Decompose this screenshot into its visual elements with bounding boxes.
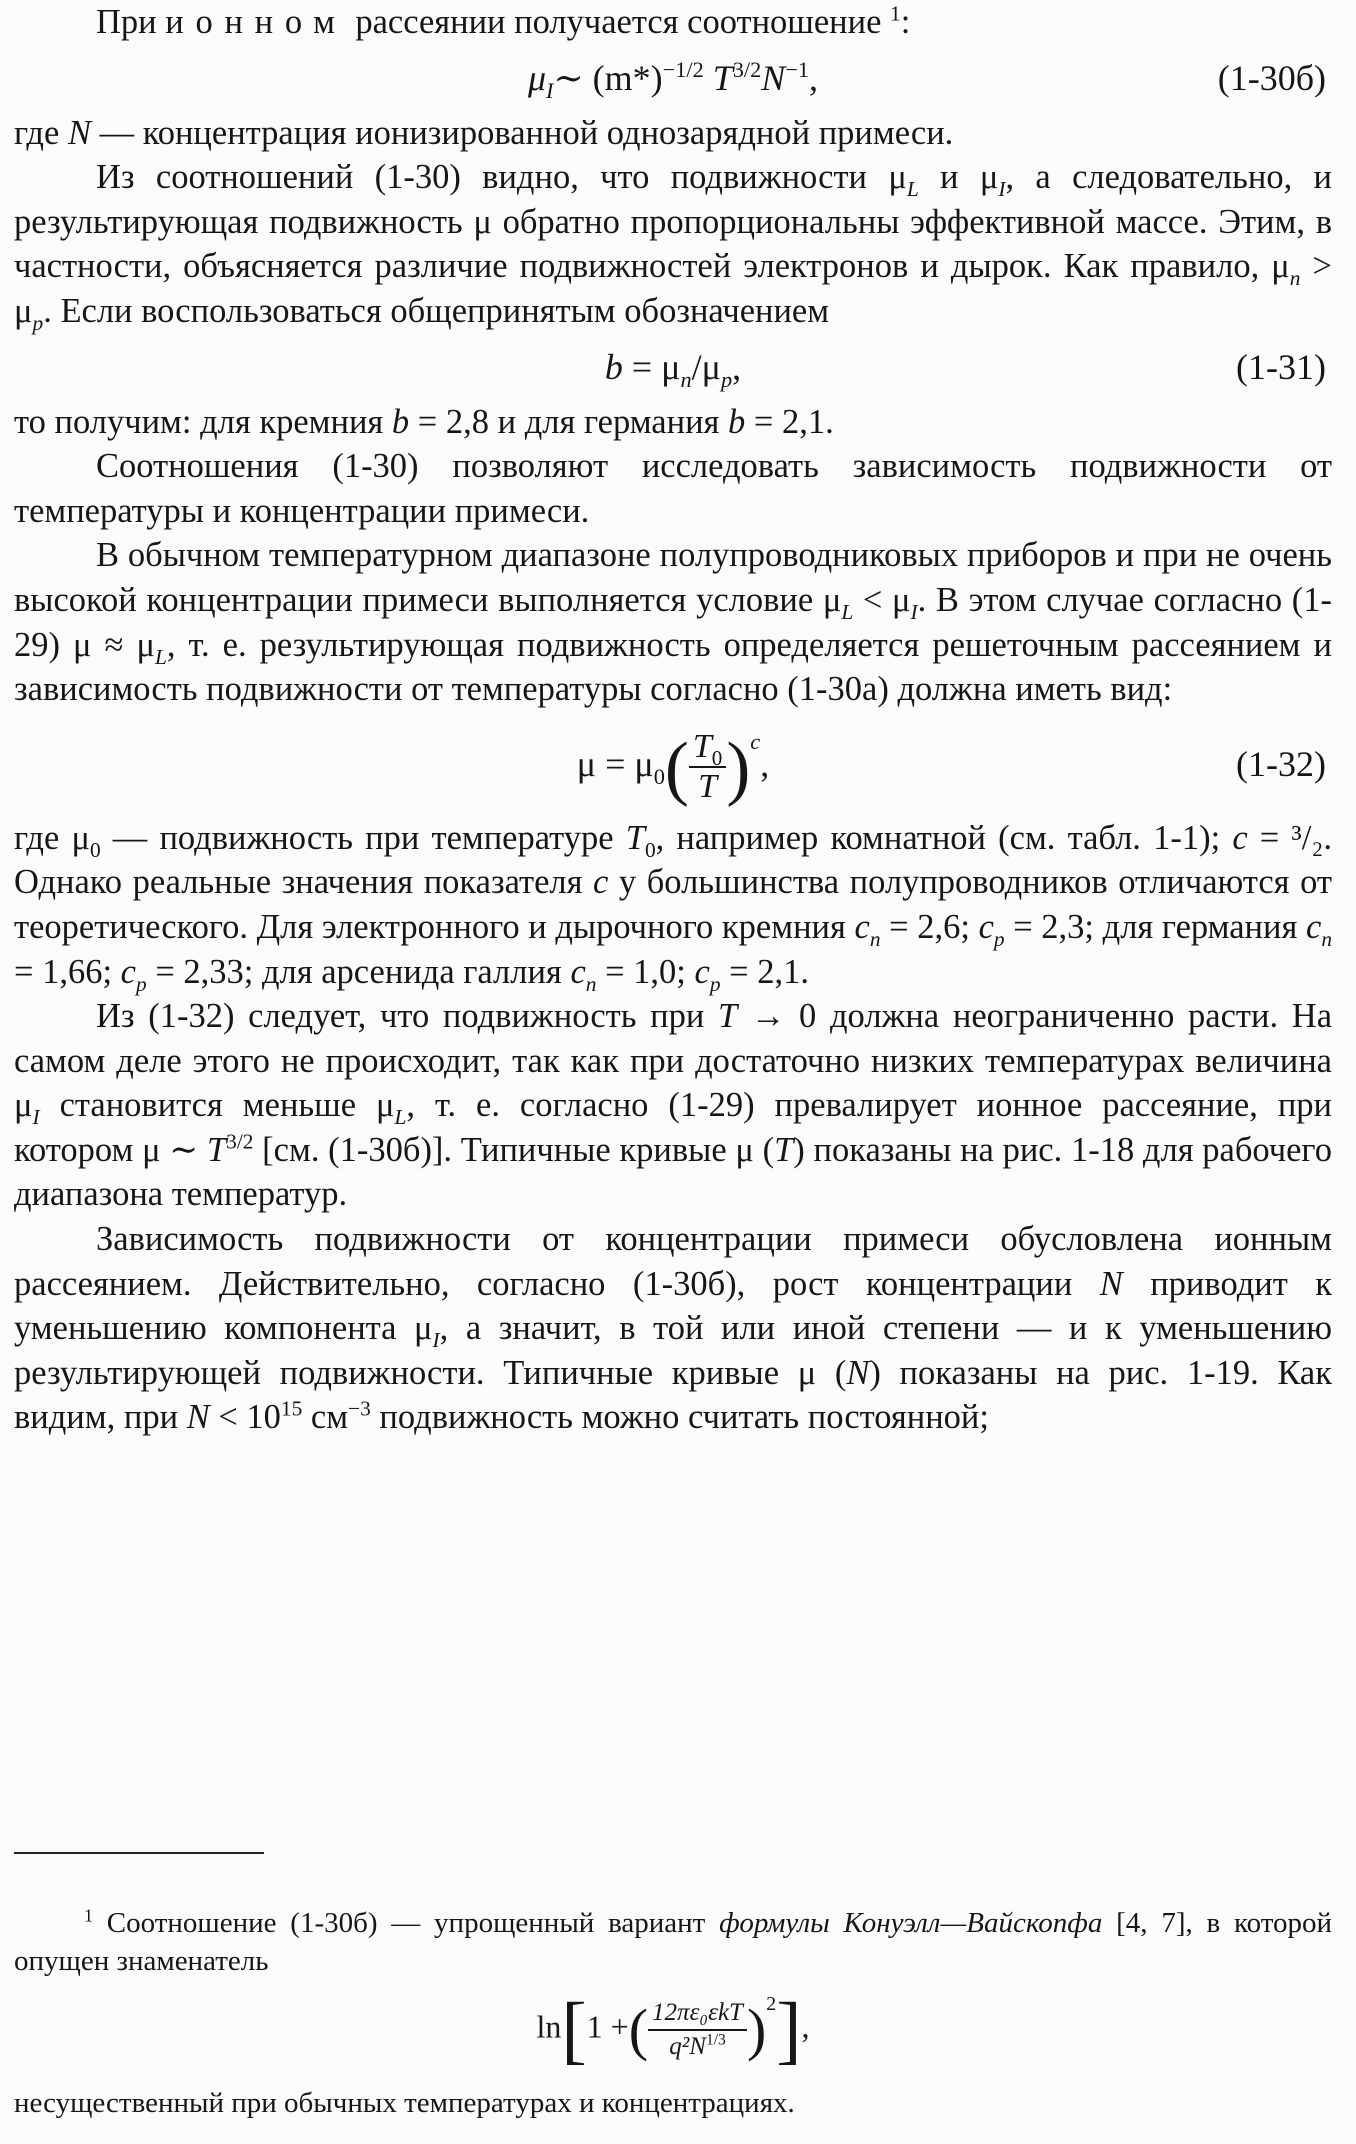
paragraph-exponent-values: где $\mu_0$ — подвижность при температуре $T_0$, например комнатной (см. табл. 1-1); c = ³/₂. Однако реальные значения показателя c у большинства полупроводников отличаются от теоретического. Для электронного и дырочного кремния $c_n = 2,6$; $c_p = 2,3$; для германия $c_n = 1,66$; $c_p = 2,33$; для арсенида галлия $c_n = 1,0$; $c_p = 2,1$. <box>14 818 1333 996</box>
equation-1-30b: $\mu_I\sim$ $(m*)^{-1/2}$ $T^{3/2}N^{-1}$, (1-30б) <box>14 45 1332 111</box>
equation-number: (1-32) <box>1236 743 1326 784</box>
footnote-text: $^1$ Соотношение (1-30б) — упрощенный вариант формулы Конуэлл—Вайскопфа [4, 7], в которой опущен знаменатель <box>14 1905 1333 1977</box>
paragraph-n-definition: где N — концентрация ионизированной однозарядной примеси. <box>14 113 954 152</box>
footnote <box>14 1904 1332 2122</box>
main-text <box>14 0 1332 1440</box>
paragraph-temperature-range: В обычном температурном диапазоне полупроводниковых приборов и при не очень высокой концентрации примеси выполняется условие $\mu_L < \mu_I$. В этом случае согласно (1-29) $\mu \approx \mu_L$, т. е. результирующая подвижность определяется решеточным рассеянием и зависимость подвижности от температуры согласно (1-30а) должна иметь вид: <box>14 536 1332 709</box>
equation-number: (1-31) <box>1236 346 1326 387</box>
paragraph-low-temperature: Из (1-32) следует, что подвижность при T → 0 должна неограниченно расти. На самом деле этого не происходит, так как при достаточно низких температурах величина $\mu_I$ становится меньше $\mu_L$, т. е. согласно (1-29) превалирует ионное рассеяние, при котором μ ∼ $T^{3/2}$ [см. (1-30б)]. Типичные кривые μ (T) показаны на рис. 1-18 для рабочего диапазона температур. <box>14 997 1333 1214</box>
fraction: $\frac{\text{12πε₀εkT}}{q^2N^{1/3}}$ <box>648 1997 747 2063</box>
footnote-divider <box>14 1852 264 1854</box>
fraction: $\frac{T_0}{T}$ <box>689 728 726 806</box>
paragraph-relations: Соотношения (1-30) позволяют исследовать зависимость подвижности от температуры и концентрации примеси. <box>14 447 1332 530</box>
equation-number: (1-30б) <box>1217 57 1326 98</box>
equation-1-31: $b = \mu_n/\mu_p$, (1-31) <box>14 334 1332 400</box>
footnote-formula: ln[1 +( $\frac{\text{12πε₀εkT}}{q^2N^{1/3}}$ )$^2$], <box>536 1988 810 2072</box>
paragraph-concentration: Зависимость подвижности от концентрации примеси обусловлена ионным рассеянием. Действительно, согласно (1-30б), рост концентрации N приводит к уменьшению компонента $\mu_I$, а значит, в той или иной степени — и к уменьшению результирующей подвижности. Типичные кривые μ (N) показаны на рис. 1-19. Как видим, при $N < 10^{15}$ $см^{-3}$ подвижность можно считать постоянной; <box>14 1220 1333 1437</box>
equation-1-32: $\mu = \mu_0$( $\frac{T_0}{T}$ )$^c$, (1-32) <box>14 712 1332 816</box>
footnote-ending: несущественный при обычных температурах и концентрациях. <box>14 2087 795 2119</box>
paragraph-mobility-mass: Из соотношений (1-30) видно, что подвижности $\mu_L$ и $\mu_I$, а следовательно, и результирующая подвижность μ обратно пропорциональны эффективной массе. Этим, в частности, объясняется различие подвижностей электронов и дырок. Как правило, $\mu_n > \mu_p$. Если воспользоваться общепринятым обозначением <box>14 158 1332 335</box>
paragraph-b-values: то получим: для кремния b = 2,8 и для германия b = 2,1. <box>14 402 834 441</box>
paragraph-ion-scattering: При ионном рассеянии получается соотношение $^1$: <box>96 1 911 41</box>
